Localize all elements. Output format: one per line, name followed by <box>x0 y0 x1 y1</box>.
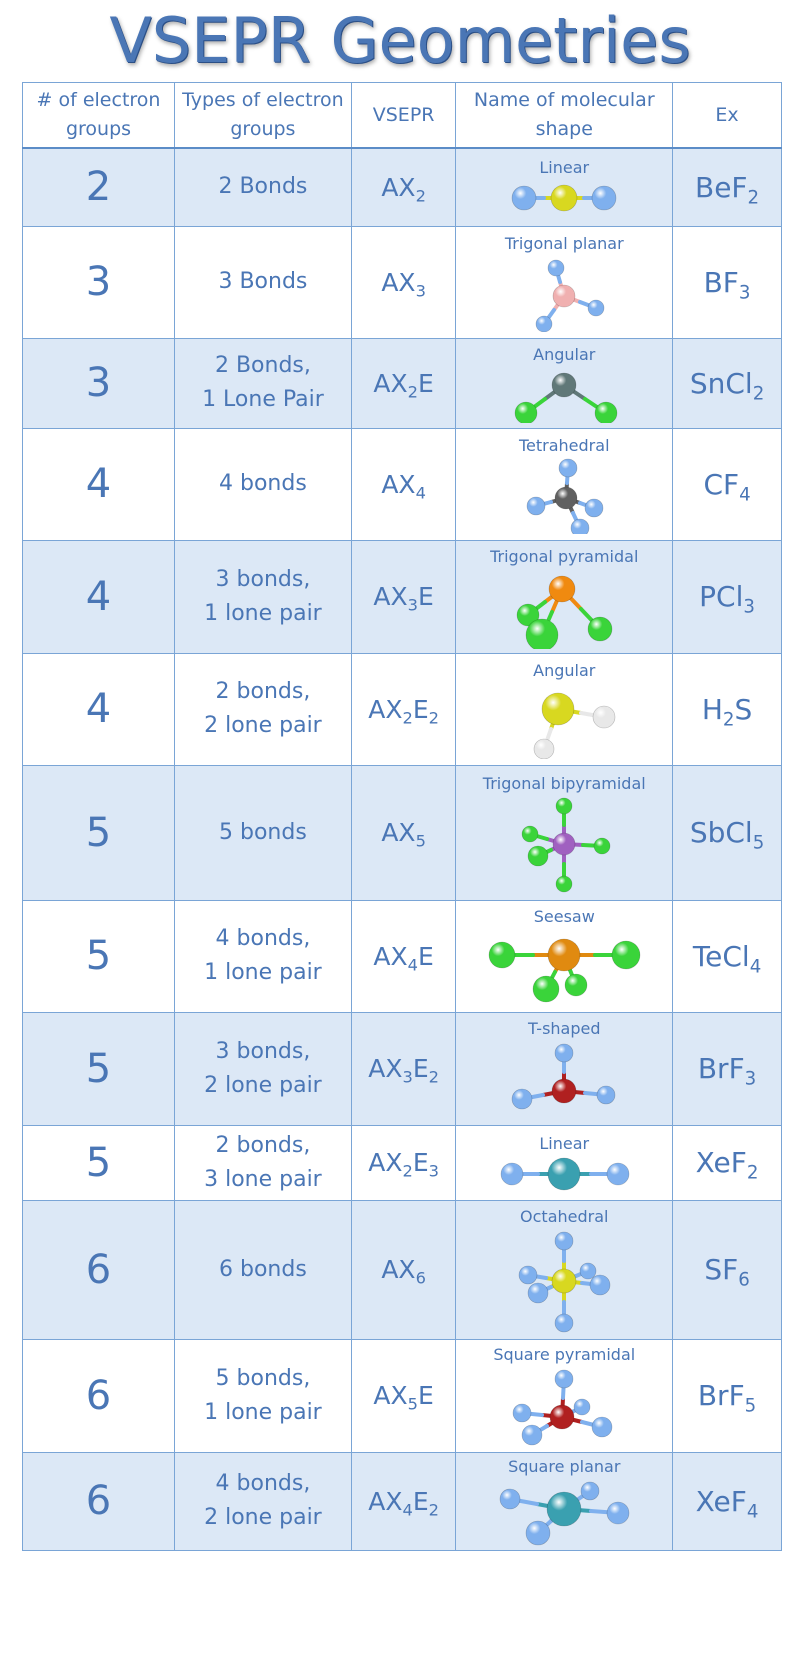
example-cell: $H_2S$ <box>673 653 782 765</box>
ligand-atom <box>556 876 572 892</box>
molecule-model <box>464 254 664 332</box>
table-row <box>23 226 782 338</box>
ligand-atom <box>528 846 548 866</box>
header-electron-groups: # of electron groups <box>23 83 175 149</box>
ligand-atom <box>607 1163 629 1185</box>
vsepr-formula-cell: $AX_5E$ <box>351 1339 456 1452</box>
shape-cell <box>456 226 673 338</box>
shape-cell <box>456 1339 673 1452</box>
header-vsepr: VSEPR <box>351 83 456 149</box>
types-line: 4 bonds, <box>215 1471 311 1496</box>
electron-groups-cell: 4 <box>23 428 175 540</box>
electron-groups-cell: 2 <box>23 148 175 226</box>
electron-groups-cell: 3 <box>23 338 175 428</box>
types-line: 3 bonds, <box>215 566 311 592</box>
shape-name: Square planar <box>508 1457 621 1476</box>
example-cell: $BF_3$ <box>673 226 782 338</box>
example-cell: BrF$_3$ <box>673 1012 782 1125</box>
ligand-atom <box>522 1425 542 1445</box>
shape-name: Square pyramidal <box>493 1344 636 1364</box>
vsepr-formula-cell: $AX_2E$ <box>351 338 456 428</box>
vsepr-formula-cell: $AX_4$ <box>351 428 456 540</box>
central-atom <box>552 373 576 397</box>
central-atom <box>555 487 577 509</box>
shape-cell <box>456 1125 673 1200</box>
electron-groups-cell: 4 <box>23 653 175 765</box>
molecule-model <box>464 178 664 218</box>
electron-groups-cell: 5 <box>23 1125 175 1200</box>
example-cell: BrF$_5$ <box>673 1339 782 1452</box>
ligand-atom <box>612 941 640 969</box>
shape-cell <box>456 653 673 765</box>
shape-name: Trigonal bipyramidal <box>482 773 646 793</box>
header-shape: Name of molecular shape <box>456 83 673 149</box>
ligand-atom <box>512 1089 532 1109</box>
types-line: 3 bonds, <box>215 1038 311 1064</box>
shape-name: Linear <box>539 158 590 178</box>
types-line: 2 Bonds, <box>214 353 311 378</box>
central-atom <box>551 185 577 211</box>
types-line: 5 bonds, <box>215 1365 311 1391</box>
molecule-model <box>464 1477 664 1547</box>
shape-cell <box>456 1452 673 1550</box>
table-row <box>23 1125 782 1200</box>
electron-groups-cell: 6 <box>23 1452 175 1550</box>
ligand-atom <box>533 976 559 1002</box>
types-cell <box>175 148 352 226</box>
types-cell <box>175 765 352 900</box>
ligand-atom <box>526 1521 550 1545</box>
header-row <box>23 83 782 149</box>
molecule-model <box>464 927 664 1007</box>
types-line: 1 Lone Pair <box>202 387 324 412</box>
ligand-atom <box>528 1283 548 1303</box>
table-row <box>23 1339 782 1452</box>
types-line: 4 bonds <box>219 471 307 496</box>
ligand-atom <box>534 739 554 759</box>
ligand-atom <box>590 1275 610 1295</box>
types-line: 4 bonds, <box>215 926 311 951</box>
shape-name: Linear <box>539 1133 590 1153</box>
ligand-atom <box>592 186 616 210</box>
shape-cell <box>456 540 673 653</box>
types-line: 2 lone pair <box>204 1505 322 1530</box>
types-line: 2 bonds, <box>215 679 311 704</box>
shape-cell <box>456 900 673 1012</box>
ligand-atom <box>593 706 615 728</box>
types-line: 5 bonds <box>219 819 307 845</box>
central-atom <box>547 1492 581 1526</box>
electron-groups-cell: 6 <box>23 1200 175 1339</box>
example-cell: XeF$_4$ <box>673 1452 782 1550</box>
table-row <box>23 1012 782 1125</box>
shape-name: Trigonal planar <box>504 234 624 253</box>
table-row <box>23 148 782 226</box>
electron-groups-cell: 4 <box>23 540 175 653</box>
types-line: 2 Bonds <box>218 174 308 200</box>
central-atom <box>553 833 575 855</box>
types-cell <box>175 900 352 1012</box>
molecule-model <box>464 681 664 759</box>
table-row <box>23 900 782 1012</box>
types-cell <box>175 338 352 428</box>
ligand-atom <box>512 186 536 210</box>
vsepr-formula-cell: $AX_2E_3$ <box>351 1125 456 1200</box>
ligand-atom <box>513 1404 531 1422</box>
molecule-model <box>464 365 664 423</box>
ligand-atom <box>594 838 610 854</box>
central-atom <box>548 939 580 971</box>
table-row <box>23 338 782 428</box>
vsepr-formula-cell: $AX_3E$ <box>351 540 456 653</box>
example-cell: BeF$_2$ <box>673 148 782 226</box>
vsepr-formula-cell: $AX_6$ <box>351 1200 456 1339</box>
shape-name: Octahedral <box>520 1206 609 1226</box>
ligand-atom <box>555 1232 573 1250</box>
electron-groups-cell: 6 <box>23 1339 175 1452</box>
types-cell <box>175 428 352 540</box>
types-cell <box>175 653 352 765</box>
molecule-model <box>464 1154 664 1194</box>
molecule-model <box>464 1365 664 1449</box>
types-cell <box>175 1125 352 1200</box>
shape-cell <box>456 765 673 900</box>
shape-cell <box>456 148 673 226</box>
electron-groups-cell: 5 <box>23 900 175 1012</box>
shape-name: Trigonal pyramidal <box>490 546 639 566</box>
ligand-atom <box>489 942 515 968</box>
ligand-atom <box>548 260 564 276</box>
ligand-atom <box>500 1489 520 1509</box>
table-row <box>23 1452 782 1550</box>
page-title: VSEPR Geometries <box>109 4 691 77</box>
central-atom <box>549 576 575 602</box>
example-cell: $CF_4$ <box>673 428 782 540</box>
types-line: 3 Bonds <box>218 269 308 294</box>
types-line: 2 bonds, <box>215 1132 311 1158</box>
example-cell: PCl$_3$ <box>673 540 782 653</box>
ligand-atom <box>580 1263 596 1279</box>
shape-name: Seesaw <box>533 907 595 926</box>
central-atom <box>552 1079 576 1103</box>
vsepr-formula-cell: $AX_3$ <box>351 226 456 338</box>
ligand-atom <box>501 1163 523 1185</box>
types-cell <box>175 540 352 653</box>
shape-name: T-shaped <box>528 1018 601 1038</box>
central-atom <box>553 285 575 307</box>
example-cell: TeCl$_4$ <box>673 900 782 1012</box>
molecule-model <box>464 1039 664 1121</box>
table-row <box>23 540 782 653</box>
ligand-atom <box>595 402 617 423</box>
types-line: 1 lone pair <box>204 1399 322 1425</box>
ligand-atom <box>565 974 587 996</box>
ligand-atom <box>526 619 558 649</box>
central-atom <box>548 1158 580 1190</box>
ligand-atom <box>556 798 572 814</box>
example-cell: $SF_6$ <box>673 1200 782 1339</box>
types-cell <box>175 1339 352 1452</box>
ligand-atom <box>588 300 604 316</box>
ligand-atom <box>574 1399 590 1415</box>
shape-name: Tetrahedral <box>518 436 610 455</box>
types-line: 2 lone pair <box>204 1072 322 1098</box>
types-line: 2 lone pair <box>204 713 322 738</box>
vsepr-formula-cell: $AX_2E_2$ <box>351 653 456 765</box>
table-row <box>23 1200 782 1339</box>
ligand-atom <box>559 459 577 477</box>
ligand-atom <box>515 402 537 423</box>
electron-groups-cell: 3 <box>23 226 175 338</box>
table-row <box>23 653 782 765</box>
shape-cell <box>456 428 673 540</box>
ligand-atom <box>607 1502 629 1524</box>
ligand-atom <box>536 316 552 332</box>
ligand-atom <box>588 617 612 641</box>
molecule-model <box>464 567 664 649</box>
ligand-atom <box>555 1370 573 1388</box>
types-line: 6 bonds <box>219 1256 307 1282</box>
ligand-atom <box>555 1044 573 1062</box>
example-cell: SbCl$_5$ <box>673 765 782 900</box>
shape-cell <box>456 1012 673 1125</box>
shape-cell <box>456 338 673 428</box>
central-atom <box>552 1269 576 1293</box>
vsepr-formula-cell: $AX_2$ <box>351 148 456 226</box>
header-types: Types of electron groups <box>175 83 352 149</box>
types-cell <box>175 1200 352 1339</box>
molecule-model <box>464 1227 664 1335</box>
ligand-atom <box>522 826 538 842</box>
table-row <box>23 765 782 900</box>
ligand-atom <box>571 519 589 534</box>
ligand-atom <box>555 1314 573 1332</box>
example-cell: XeF$_2$ <box>673 1125 782 1200</box>
table-row <box>23 428 782 540</box>
shape-name: Angular <box>533 345 596 364</box>
electron-groups-cell: 5 <box>23 1012 175 1125</box>
central-atom <box>542 693 574 725</box>
ligand-atom <box>592 1417 612 1437</box>
shape-cell <box>456 1200 673 1339</box>
types-line: 3 lone pair <box>204 1166 322 1192</box>
types-line: 1 lone pair <box>204 960 322 985</box>
molecule-model <box>464 794 664 894</box>
example-cell: SnCl$_2$ <box>673 338 782 428</box>
central-atom <box>550 1405 574 1429</box>
header-example: Ex <box>673 83 782 149</box>
vsepr-formula-cell: $AX_4E$ <box>351 900 456 1012</box>
ligand-atom <box>581 1482 599 1500</box>
vsepr-formula-cell: $AX_5$ <box>351 765 456 900</box>
ligand-atom <box>597 1086 615 1104</box>
ligand-atom <box>585 499 603 517</box>
types-cell <box>175 1012 352 1125</box>
types-line: 1 lone pair <box>204 600 322 626</box>
shape-name: Angular <box>533 661 596 680</box>
ligand-atom <box>519 1266 537 1284</box>
vsepr-table <box>22 82 782 1551</box>
electron-groups-cell: 5 <box>23 765 175 900</box>
types-cell <box>175 1452 352 1550</box>
vsepr-formula-cell: $AX_3E_2$ <box>351 1012 456 1125</box>
vsepr-formula-cell: $AX_4E_2$ <box>351 1452 456 1550</box>
ligand-atom <box>527 497 545 515</box>
types-cell <box>175 226 352 338</box>
molecule-model <box>464 456 664 534</box>
